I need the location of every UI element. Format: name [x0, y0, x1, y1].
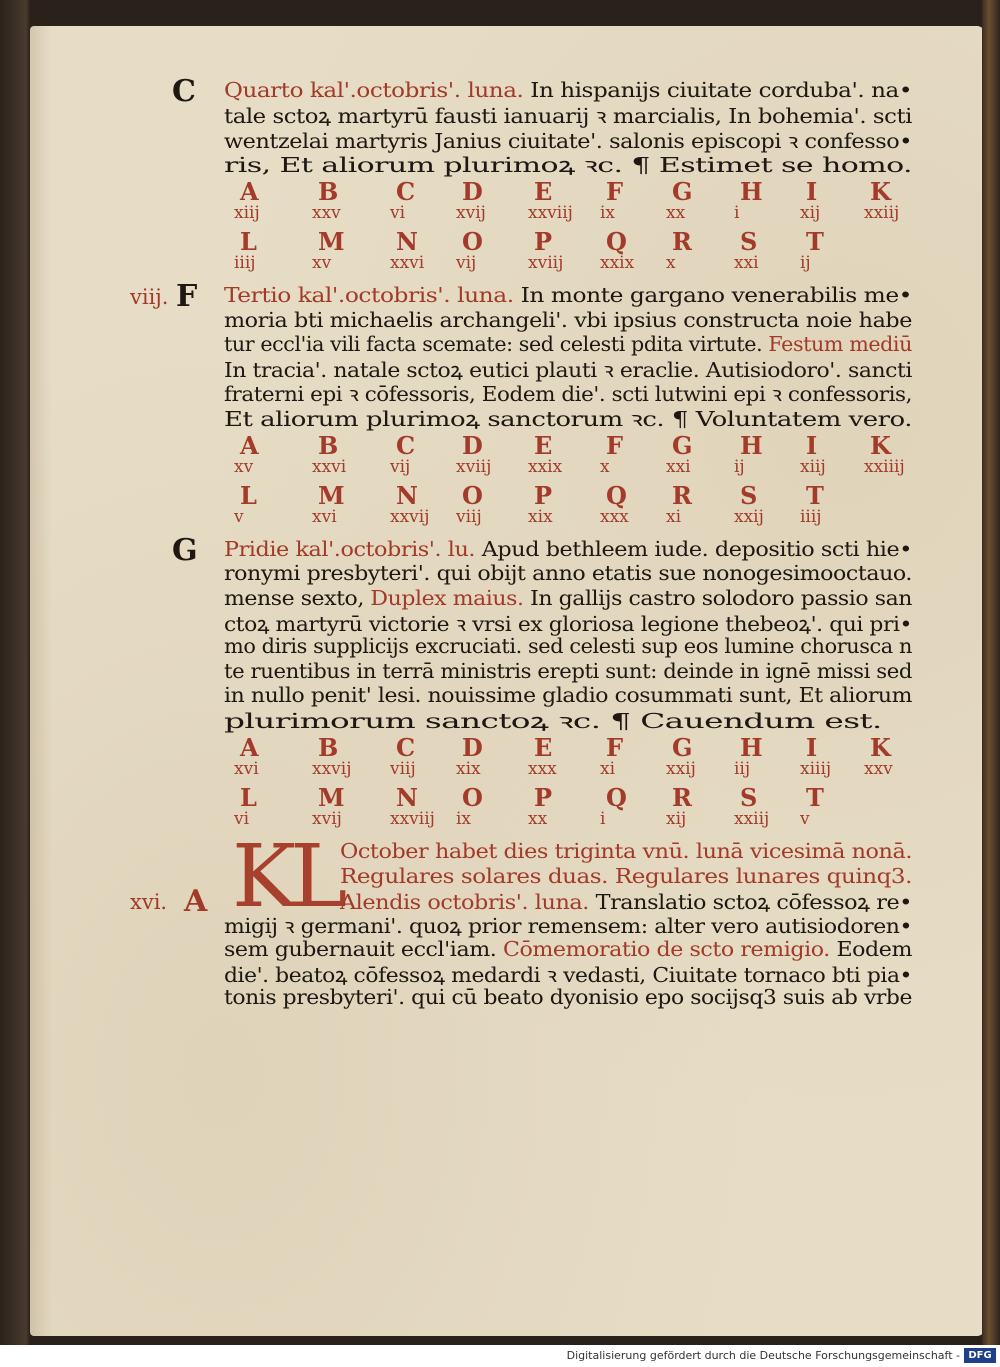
entry-2-line-4-segment-0: mo diris supplicijs excruciati. sed celesti sup eos lumine chorusca n	[224, 634, 912, 659]
table-1-number2-2: xxvij	[390, 507, 430, 527]
kalend-head-line-2-black: Translatio sctoꝝ cōfessoꝝ re•	[588, 890, 912, 914]
table-1-letter-G: G	[672, 431, 693, 460]
table-0-number2-6: x	[666, 253, 676, 274]
table-2-letter-G: G	[672, 733, 693, 763]
kalend-head-line-1	[340, 864, 912, 888]
table-2-letter-A: A	[240, 733, 259, 763]
table-1-number-4: xxix	[528, 457, 563, 477]
entry-2-line-2-segment-2: In gallijs castro solodoro passio san	[523, 585, 912, 610]
entry-1-line-1	[224, 308, 912, 332]
table-2-number-7: iij	[734, 759, 751, 780]
table-1-number-1: xxvi	[312, 457, 347, 477]
kalend-line-1-segment-0: sem gubernauit eccl'iam.	[224, 936, 497, 961]
table-0-number-3: xvij	[456, 203, 486, 224]
table-2-letter-E: E	[534, 733, 553, 763]
kalend-head-line-1-red: Regulares solares duas. Regulares lunares quinq3.	[340, 863, 912, 888]
table-0-letter-B: B	[318, 177, 339, 207]
table-0-number2-1: xv	[312, 253, 332, 274]
table-1-letter-A: A	[240, 431, 259, 460]
table-2-letter-P-2: P	[534, 783, 553, 813]
table-0-letter-A: A	[240, 177, 259, 207]
table-2-letter-T-2: T	[806, 783, 824, 813]
entry-2-line-7	[224, 707, 882, 735]
table-2-number-6: xxij	[666, 759, 696, 780]
table-0-letter-I: I	[806, 177, 818, 207]
table-0-number-4: xxviij	[528, 203, 573, 224]
table-1-number2-3: viij	[456, 507, 482, 527]
table-0-number2-2: xxvi	[390, 253, 425, 274]
table-1-letter-O-2: O	[462, 481, 483, 510]
dominical-letter-kalend: A	[184, 884, 208, 919]
table-1-number-9: xxiiij	[864, 457, 905, 477]
entry-1-line-2-segment-1: Festum mediū	[762, 331, 912, 356]
table-1-number-2: vij	[390, 457, 411, 477]
table-2-letter-O-2: O	[462, 783, 483, 813]
table-1-number2-5: xxx	[600, 507, 629, 527]
table-0-letter-S-2: S	[740, 227, 758, 257]
kalend-head-line-0-red: October habet dies triginta vnū. lunā vicesimā nonā.	[340, 839, 912, 864]
table-0-letter-R-2: R	[672, 227, 692, 257]
table-1-letter-R-2: R	[672, 481, 692, 510]
table-0-letter-L-2: L	[240, 227, 257, 257]
entry-1-line-5-segment-0: Et aliorum plurimoꝝ sanctorum ꝛc. ¶ Voluntatem vero.	[224, 406, 912, 431]
entry-1-line-0-segment-1: In monte gargano venerabilis me•	[513, 283, 913, 308]
table-1-number-8: xiij	[800, 457, 826, 477]
kalend-line-1-segment-2: Eodem	[829, 936, 912, 961]
dominical-letter-1: F	[176, 279, 198, 315]
table-2-number2-6: xij	[666, 809, 687, 830]
table-2-number-4: xxx	[528, 759, 557, 780]
table-2-number2-8: v	[800, 809, 810, 830]
table-0-letter-O-2: O	[462, 227, 483, 257]
table-2-letter-D: D	[462, 733, 483, 763]
table-2-letter-N-2: N	[396, 783, 418, 813]
table-1-number-3: xviij	[456, 457, 492, 477]
table-2-number-8: xiiij	[800, 759, 832, 780]
table-2-number-9: xxv	[864, 759, 893, 780]
kalend-line-2-segment-0: die'. beatoꝝ cōfessoꝝ medardi ꝛ vedasti, Ciuitate tornaco bti pia•	[224, 962, 912, 987]
table-2-number2-7: xxiij	[734, 809, 770, 830]
table-0-letter-Q-2: Q	[606, 227, 627, 257]
table-0-number2-8: ij	[800, 253, 811, 274]
entry-2-line-0	[224, 537, 912, 561]
table-2-number-2: viij	[390, 759, 416, 780]
entry-1-line-1-segment-0: moria bti michaelis archangeli'. vbi ipsius constructa noie habe	[224, 307, 912, 332]
table-1-letter-E: E	[534, 431, 553, 460]
table-2-letter-K: K	[870, 733, 891, 763]
entry-2-line-4	[224, 634, 912, 658]
entry-2-line-2	[224, 586, 912, 610]
table-0-number-2: vi	[390, 203, 406, 224]
entry-2-line-0-segment-1: Apud bethleem iude. depositio scti hie•	[475, 537, 912, 561]
table-1-number2-7: xxij	[734, 507, 764, 527]
table-0-letter-F: F	[606, 177, 624, 207]
table-0-number2-7: xxi	[734, 253, 759, 274]
dominical-letter-2: G	[172, 533, 198, 568]
entry-1-line-2	[224, 332, 912, 356]
entry-2-line-5	[224, 659, 912, 683]
table-1-number-6: xxi	[666, 457, 691, 477]
table-0-letter-H: H	[740, 177, 763, 207]
table-2-number2-3: ix	[456, 809, 472, 830]
entry-2-line-3-segment-0: ctoꝝ martyrū victorie ꝛ vrsi ex gloriosa legione thebeoꝝ'. qui pri•	[224, 611, 912, 636]
entry-0-line-0	[224, 78, 912, 102]
entry-1-line-0-segment-0: Tertio kal'.octobris'. luna.	[224, 283, 514, 308]
table-0-number2-0: iiij	[234, 253, 256, 274]
table-0-number-9: xxiij	[864, 203, 900, 224]
book-edge	[982, 0, 1000, 1345]
table-1-number-0: xv	[234, 457, 254, 477]
table-2-number-3: xix	[456, 759, 481, 780]
kalend-initial: KL	[232, 827, 342, 928]
kalend-head-line-0	[340, 839, 912, 863]
table-0-letter-P-2: P	[534, 227, 553, 257]
table-0-letter-K: K	[870, 177, 891, 207]
table-1-number2-8: iiij	[800, 507, 822, 527]
table-1-letter-S-2: S	[740, 481, 758, 510]
entry-1-line-2-segment-0: tur eccl'ia vili facta scemate: sed celesti pdita virtute.	[224, 331, 763, 356]
entry-0-line-1-segment-0: tale sctoꝝ martyrū fausti ianuarij ꝛ marcialis, In bohemia'. scti	[224, 104, 912, 129]
table-2-letter-F: F	[606, 733, 624, 763]
table-2-number2-2: xxviij	[390, 809, 435, 830]
funding-notice: Digitalisierung gefördert durch die Deutsche Forschungsgemeinschaft -	[566, 1349, 960, 1362]
footer-bar	[0, 1345, 1000, 1367]
kalend-line-1	[224, 937, 912, 961]
table-1-letter-B: B	[318, 431, 339, 460]
table-1-number2-0: v	[234, 507, 244, 527]
entry-2-line-6	[224, 683, 912, 707]
table-1-number2-1: xvi	[312, 507, 337, 527]
entry-2-line-7-segment-0: plurimorum sanctoꝝ ꝛc. ¶ Cauendum est.	[224, 709, 882, 734]
margin-number-kalend: xvi.	[130, 890, 168, 914]
entry-0-line-2-segment-0: wentzelai martyris Janius ciuitate'. salonis episcopi ꝛ confesso•	[224, 128, 912, 153]
table-2-number2-1: xvij	[312, 809, 342, 830]
table-0-number-5: ix	[600, 203, 616, 224]
table-1-number2-4: xix	[528, 507, 553, 527]
entry-2-line-1	[224, 561, 912, 585]
table-2-letter-L-2: L	[240, 783, 257, 813]
entry-1-line-0	[224, 283, 912, 307]
table-1-letter-D: D	[462, 431, 483, 460]
entry-0-line-0-segment-1: In hispanijs ciuitate corduba'. na•	[523, 78, 913, 102]
table-2-number2-5: i	[600, 809, 606, 830]
entry-2-line-1-segment-0: ronymi presbyteri'. qui obijt anno etatis sue nonogesimooctauo.	[224, 561, 912, 586]
entry-2-line-0-segment-0: Pridie kal'.octobris'. lu.	[224, 537, 476, 561]
table-1-letter-Q-2: Q	[606, 481, 627, 510]
dfg-logo: DFG	[964, 1348, 996, 1363]
table-2-letter-R-2: R	[672, 783, 692, 813]
entry-2-line-6-segment-0: in nullo penit' lesi. nouissime gladio cosummati sunt, Et aliorum	[224, 682, 912, 707]
table-1-number-7: ij	[734, 457, 745, 477]
entry-1-line-5	[224, 405, 912, 433]
entry-0-line-3-segment-0: ris, Et aliorum plurimoꝝ ꝛc. ¶ Estimet se homo.	[224, 152, 912, 177]
table-2-number2-4: xx	[528, 809, 548, 830]
table-1-letter-F: F	[606, 431, 624, 460]
margin-number-1: viij.	[130, 285, 169, 310]
table-0-letter-N-2: N	[396, 227, 418, 257]
table-2-letter-B: B	[318, 733, 339, 763]
table-0-number2-5: xxix	[600, 253, 635, 274]
entry-2-line-5-segment-0: te ruentibus in terrā ministris erepti sunt: deinde in ignē missi sed	[224, 658, 912, 683]
table-2-letter-S-2: S	[740, 783, 758, 813]
table-1-number-5: x	[600, 457, 610, 477]
table-1-letter-H: H	[740, 431, 763, 460]
table-0-letter-C: C	[396, 177, 416, 207]
table-1-letter-P-2: P	[534, 481, 553, 510]
table-1-number2-6: xi	[666, 507, 682, 527]
table-1-letter-L-2: L	[240, 481, 257, 510]
kalend-line-3-segment-0: tonis presbyteri'. qui cū beato dyonisio epo socijsq3 suis ab vrbe	[224, 985, 912, 1010]
kalend-line-3	[224, 985, 912, 1009]
table-0-number-0: xiij	[234, 203, 260, 224]
table-1-letter-N-2: N	[396, 481, 418, 510]
entry-0-line-3	[224, 151, 912, 179]
table-1-letter-M-2: M	[318, 481, 345, 510]
entry-1-line-3-segment-0: In tracia'. natale sctoꝝ eutici plauti ꝛ eraclie. Autisiodoro'. sancti	[224, 358, 912, 383]
table-2-letter-C: C	[396, 733, 416, 763]
table-0-number-7: i	[734, 203, 740, 224]
table-0-letter-M-2: M	[318, 227, 345, 257]
table-0-letter-G: G	[672, 177, 693, 207]
table-1-letter-C: C	[396, 431, 416, 460]
table-0-letter-E: E	[534, 177, 553, 207]
table-0-number-1: xxv	[312, 203, 341, 224]
kalend-head-line-2-red: Alendis octobris'. luna.	[340, 890, 589, 914]
table-2-number-1: xxvij	[312, 759, 352, 780]
entry-2-line-2-segment-1: Duplex maius.	[363, 585, 524, 610]
table-1-letter-I: I	[806, 431, 818, 460]
table-2-letter-I: I	[806, 733, 818, 763]
entry-2-line-2-segment-0: mense sexto,	[224, 585, 364, 610]
table-2-number-5: xi	[600, 759, 616, 780]
table-2-number2-0: vi	[234, 809, 250, 830]
table-0-number-6: xx	[666, 203, 686, 224]
table-0-letter-D: D	[462, 177, 483, 207]
table-1-letter-T-2: T	[806, 481, 824, 510]
entry-1-line-4-segment-0: fraterni epi ꝛ cōfessoris, Eodem die'. scti lutwini epi ꝛ confessoris,	[224, 382, 912, 407]
table-0-letter-T-2: T	[806, 227, 824, 257]
table-2-letter-Q-2: Q	[606, 783, 627, 813]
entry-0-line-0-segment-0: Quarto kal'.octobris'. luna.	[224, 78, 524, 102]
table-0-number2-3: vij	[456, 253, 477, 274]
table-2-letter-M-2: M	[318, 783, 345, 813]
table-2-number-0: xvi	[234, 759, 259, 780]
table-2-letter-H: H	[740, 733, 763, 763]
table-0-number2-4: xviij	[528, 253, 564, 274]
kalend-line-0-segment-0: migij ꝛ germani'. quoꝝ prior remensem: alter vero autisiodoren•	[224, 914, 912, 939]
table-1-letter-K: K	[870, 431, 891, 460]
kalend-line-1-segment-1: Cōmemoratio de scto remigio.	[496, 936, 830, 961]
table-0-number-8: xij	[800, 203, 821, 224]
dominical-letter-0: C	[172, 74, 196, 109]
